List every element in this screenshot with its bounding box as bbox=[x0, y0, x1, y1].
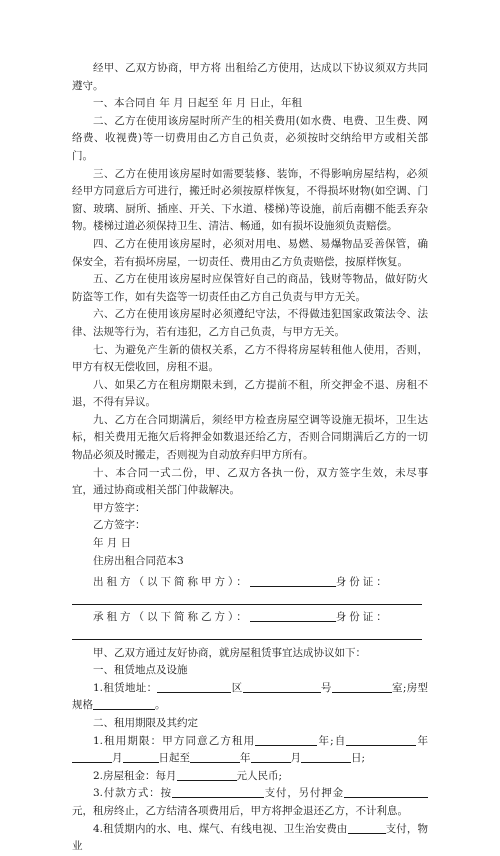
lessee-id-blank bbox=[72, 627, 422, 640]
address-line: 1.租赁地址： 区 号 室;房型规格 。 bbox=[72, 681, 429, 712]
address-city-blank bbox=[157, 680, 231, 693]
utilities-payer-blank bbox=[348, 821, 386, 834]
lessor-label: 出租方（以下简称甲方）： bbox=[93, 576, 250, 589]
lease-start-day-blank bbox=[123, 750, 159, 763]
lessor-id-label: 身份证： bbox=[335, 576, 390, 589]
lessee-name-blank bbox=[250, 609, 336, 622]
address-street-blank bbox=[243, 680, 321, 693]
lessee-line bbox=[72, 609, 428, 627]
clause-4: 四、乙方在使用该房屋时，必须对用电、易燃、易爆物品妥善保管，确保安全，若有损坏房屋，一切责任、费用由乙方负责赔偿，按原样恢复。 bbox=[72, 237, 428, 268]
lessor-line bbox=[72, 574, 428, 592]
clause-9: 九、乙方在合同期满后，须经甲方检查房屋空调等设施无损坏，卫生达标，相关费用无拖欠后将押金如数退还给乙方，否则合同期满后乙方的一切物品必须及时搬走，否则视为自动放弃归甲方所有。 bbox=[72, 413, 428, 462]
payment-method-blank bbox=[172, 785, 264, 798]
lessee-label: 承租方（以下简称乙方）： bbox=[93, 611, 250, 624]
rent-amount-blank bbox=[177, 768, 237, 781]
lease-years-blank bbox=[255, 733, 317, 746]
payment-line: 3.付款方式：按 支付，另付押金元，租房终止，乙方结清各项费用后，甲方将押金退还乙方，不计利息。 bbox=[72, 785, 428, 820]
lessee-id-label: 身份证： bbox=[335, 611, 390, 624]
clause-10: 十、本合同一式二份，甲、乙双方各执一份，双方签字生效，未尽事宜，通过协商或相关部门仲裁解决。 bbox=[72, 466, 428, 497]
clause-2: 二、乙方在使用该房屋时所产生的相关费用(如水费、电费、卫生费、网络费、收视费)等一切费用由乙方自己负责，必须按时交纳给甲方或相关部门。 bbox=[72, 114, 428, 162]
clause-8: 八、如果乙方在租房期限未到，乙方提前不租，所交押金不退、房租不退，不得有异议。 bbox=[72, 378, 428, 409]
term-paragraph: 一、本合同自 年 月 日起至 年 月 日止，年租 bbox=[93, 97, 303, 110]
lease-start-year-blank bbox=[346, 733, 416, 746]
lease-end-month-blank bbox=[251, 750, 291, 763]
section-2-title: 二、租用期限及其约定 bbox=[93, 716, 198, 729]
signature-date: 年 月 日 bbox=[93, 537, 132, 550]
lease-start-month-blank bbox=[72, 750, 112, 763]
lessee-id-line bbox=[72, 627, 428, 645]
signature-lessor: 甲方签字： bbox=[93, 501, 146, 514]
agreement-intro: 甲、乙双方通过友好协商，就房屋租赁事宜达成协议如下： bbox=[93, 646, 366, 659]
section-1-title: 一、租赁地点及设施 bbox=[93, 664, 188, 677]
rent-line: 2.房屋租金：每月 元人民币; bbox=[93, 769, 283, 782]
lessor-id-line bbox=[72, 592, 428, 610]
lease-end-year-blank bbox=[190, 750, 240, 763]
lease-term-line: 1.租用期限：甲方同意乙方租用 年;自 年月 日起至 年 月 日; bbox=[72, 733, 428, 768]
address-room-blank bbox=[332, 680, 392, 693]
intro-paragraph: 经甲、乙双方协商，甲方将 出租给乙方使用，达成以下协议须双方共同遵守。 bbox=[72, 62, 428, 92]
clause-6: 六、乙方在使用该房屋时必须遵纪守法，不得做违犯国家政策法令、法律、法规等行为，若有违犯，乙方自己负责，与甲方无关。 bbox=[72, 308, 428, 338]
deposit-amount-blank bbox=[344, 785, 428, 798]
signature-lessee: 乙方签字： bbox=[93, 519, 146, 532]
lessor-name-blank bbox=[250, 574, 336, 587]
utilities-line: 4.租赁期内的水、电、煤气、有线电视、卫生治安费由 支付，物业 bbox=[72, 822, 428, 853]
sample-title: 住房出租合同范本3 bbox=[93, 554, 184, 567]
clause-3: 三、乙方在使用该房屋时如需要装修、装饰，不得影响房屋结构，必须经甲方同意后方可进行，搬迁时必须按原样恢复，不得损坏财物(如空调、门窗、玻璃、厨所、插座、开关、下水道、楼梯)等设施，前后南棚不能丢弃杂物。楼梯过道必须保持卫生、清洁、畅通，如有损坏设施须负责赔偿。 bbox=[72, 167, 428, 233]
lessor-id-blank bbox=[72, 592, 422, 605]
lease-end-day-blank bbox=[301, 750, 351, 763]
room-spec-blank bbox=[93, 697, 155, 710]
clause-7: 七、为避免产生新的债权关系，乙方不得将房屋转租他人使用，否则，甲方有权无偿收回，房租不退。 bbox=[72, 343, 428, 374]
clause-5: 五、乙方在使用该房屋时应保管好自己的商品，钱财等物品，做好防火防盗等工作，如有失盗等一切责任由乙方自己负责与甲方无关。 bbox=[72, 273, 428, 303]
